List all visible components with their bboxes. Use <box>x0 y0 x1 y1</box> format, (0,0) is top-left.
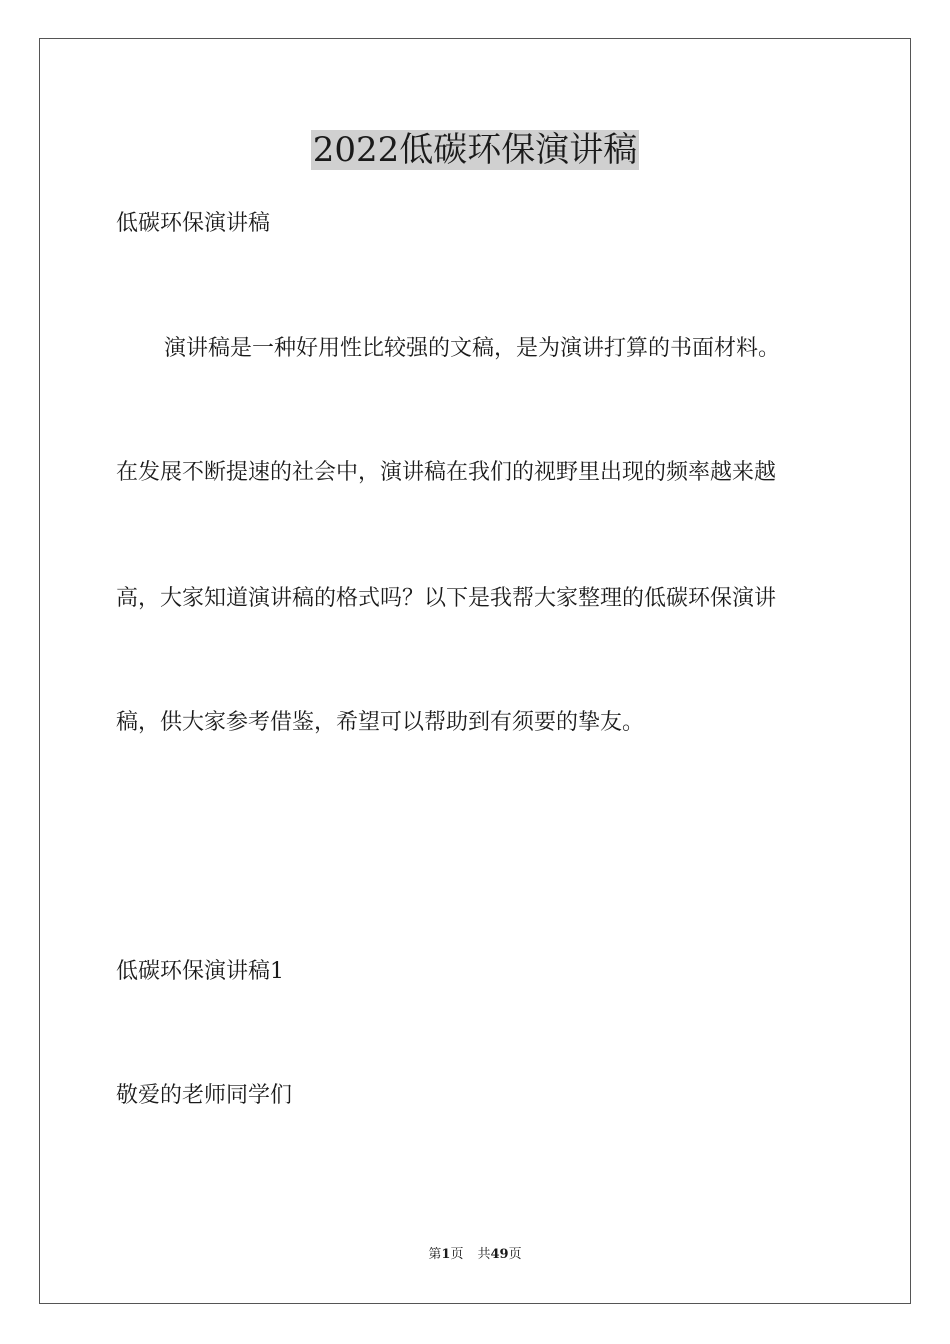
footer-total-suffix: 页 <box>508 1247 522 1262</box>
document-title-text: 2022低碳环保演讲稿 <box>312 130 638 170</box>
footer-page-prefix: 第 <box>428 1247 442 1262</box>
section-heading: 低碳环保演讲稿1 <box>116 959 284 984</box>
document-title <box>0 128 950 172</box>
paragraph-line-1: 演讲稿是一种好用性比较强的文稿，是为演讲打算的书面材料。 <box>164 336 781 361</box>
greeting-line: 敬爱的老师同学们 <box>116 1083 293 1108</box>
paragraph-line-3: 高，大家知道演讲稿的格式吗？以下是我帮大家整理的低碳环保演讲 <box>116 586 777 611</box>
paragraph-line-4: 稿，供大家参考借鉴，希望可以帮助到有须要的挚友。 <box>116 710 645 735</box>
paragraph-line-2: 在发展不断提速的社会中，演讲稿在我们的视野里出现的频率越来越 <box>116 460 777 485</box>
footer-page-number: 1 <box>441 1247 451 1262</box>
footer-page-suffix: 页 <box>450 1247 464 1262</box>
footer-total-pages: 49 <box>490 1247 509 1262</box>
footer-total-prefix: 共 <box>477 1247 491 1262</box>
page-footer <box>0 1246 950 1264</box>
document-subtitle: 低碳环保演讲稿 <box>116 211 271 236</box>
